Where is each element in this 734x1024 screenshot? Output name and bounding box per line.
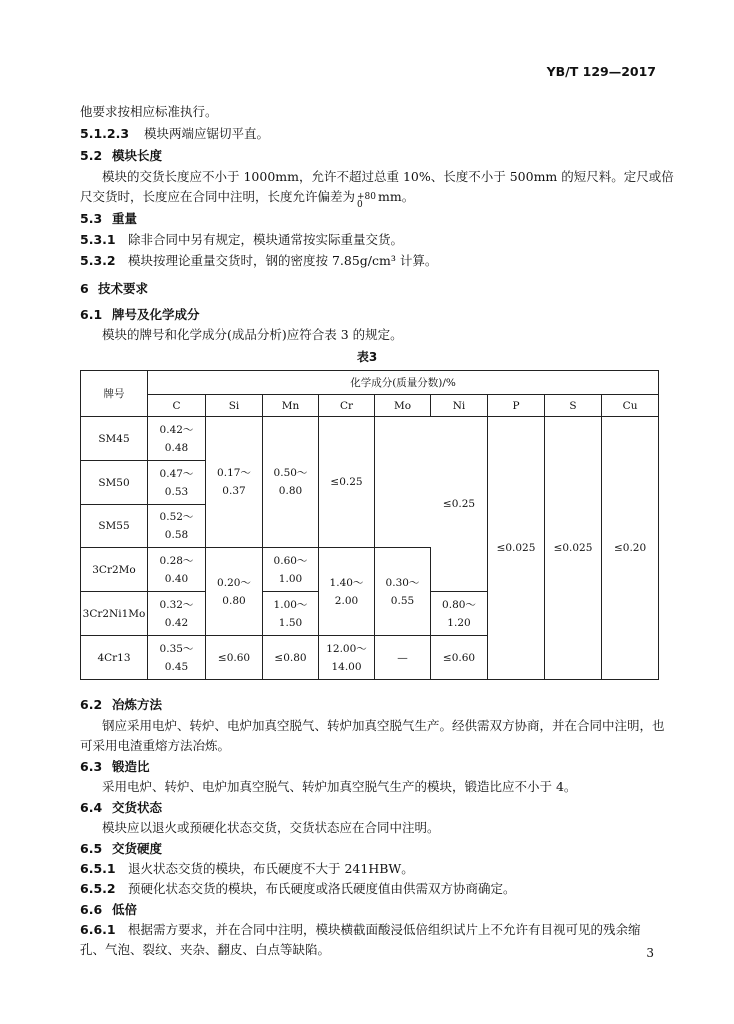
composition-table [80, 370, 659, 680]
clause-text: 根据需方要求，并在合同中注明，模块横截面酸浸低倍组织试片上不允许有目视可见的残余缩 [128, 922, 641, 937]
clause-text: 模块按理论重量交货时，钢的密度按 7.85g/cm³ 计算。 [128, 253, 438, 268]
cell-line: 0.45 [164, 660, 189, 673]
paragraph-text: mm。 [378, 189, 415, 204]
clause-number: 5.3.1 [80, 232, 116, 247]
section-title: 技术要求 [98, 281, 149, 296]
cell-line: 1.00 [278, 572, 303, 585]
section-6-4-heading [80, 800, 162, 816]
section-number: 6 [80, 281, 89, 296]
cell-line: 1.00～ [273, 598, 308, 611]
clause-text: 退火状态交货的模块，布氏硬度不大于 241HBW。 [128, 861, 414, 876]
cell-line: 0.80 [278, 485, 303, 497]
section-6-heading [80, 281, 148, 297]
c-cell [148, 417, 206, 461]
si-cell: ≤0.60 [206, 636, 263, 680]
clause-5-1-2-3 [80, 126, 269, 142]
paragraph-line: 可采用电渣重熔方法冶炼。 [80, 738, 231, 753]
cell-line: 2.00 [334, 594, 359, 607]
element-header: C [148, 395, 206, 417]
grade-cell: SM55 [81, 505, 148, 548]
paragraph-line: 模块的牌号和化学成分(成品分析)应符合表 3 的规定。 [102, 327, 403, 342]
paragraph-line: 钢应采用电炉、转炉、电炉加真空脱气、转炉加真空脱气生产。经供需双方协商，并在合同中注明，也 [102, 718, 665, 733]
section-number: 5.3 [80, 211, 103, 226]
cell-line: 0.60～ [273, 554, 308, 567]
cell-line: 12.00～ [326, 642, 367, 655]
paragraph-line [80, 189, 414, 209]
clause-text: 预硬化状态交货的模块，布氏硬度或洛氏硬度值由供需双方协商确定。 [128, 881, 516, 896]
s-cell: ≤0.025 [545, 417, 602, 680]
section-title: 重量 [112, 211, 138, 226]
cell-line: 0.35～ [159, 642, 194, 655]
clause-5-3-1 [80, 232, 403, 248]
cell-line: 0.32～ [159, 598, 194, 611]
table-caption: 表3 [356, 350, 378, 364]
cell-line: 1.50 [278, 616, 303, 629]
element-header: P [488, 395, 545, 417]
c-cell [148, 636, 206, 680]
si-cell [206, 417, 263, 548]
section-6-2-heading [80, 697, 162, 713]
mn-cell [263, 548, 319, 592]
cr-cell [319, 636, 375, 680]
mn-cell [263, 417, 319, 548]
clause-6-6-1 [80, 922, 641, 938]
cell-line: 0.17～ [217, 467, 251, 479]
section-number: 6.3 [80, 759, 103, 774]
cell-line: 0.55 [390, 594, 415, 607]
cell-line: 0.53 [164, 485, 189, 498]
paragraph-text: 尺交货时，长度应在合同中注明，长度允许偏差为 [80, 189, 356, 204]
composition-header: 化学成分(质量分数)/% [148, 371, 659, 395]
element-header: Si [206, 395, 263, 417]
cell-line: 0.42～ [159, 423, 194, 436]
section-title: 牌号及化学成分 [112, 307, 200, 322]
paragraph-line: 模块的交货长度应不小于 1000mm，允许不超过总重 10%、长度不小于 500mm 的短尺料。定尺或倍 [102, 169, 674, 184]
section-number: 5.2 [80, 148, 103, 163]
clause-5-3-2 [80, 253, 437, 269]
section-5-2-heading [80, 148, 162, 164]
clause-text: 模块两端应锯切平直。 [144, 126, 270, 141]
clause-number: 6.6.1 [80, 922, 116, 937]
standard-number: YB/T 129—2017 [546, 64, 656, 79]
mo-cell [375, 548, 431, 636]
table-row [81, 417, 659, 461]
paragraph-line: 模块应以退火或预硬化状态交货，交货状态应在合同中注明。 [102, 820, 440, 835]
cell-line: 0.37 [222, 485, 246, 497]
cell-line: 0.42 [164, 616, 189, 629]
clause-6-5-2 [80, 881, 516, 897]
cell-line: 0.40 [164, 572, 189, 585]
cr-cell: ≤0.25 [319, 417, 375, 548]
section-title: 交货硬度 [112, 841, 163, 856]
c-cell [148, 505, 206, 548]
cell-line: 0.52～ [159, 511, 194, 523]
ni-cell: ≤0.25 [431, 417, 488, 592]
c-cell [148, 548, 206, 592]
paragraph-line: 采用电炉、转炉、电炉加真空脱气、转炉加真空脱气生产的模块，锻造比应不小于 4。 [102, 779, 577, 794]
tolerance-lower: 0 [357, 200, 363, 210]
cell-line: 0.80 [222, 594, 246, 607]
grade-cell: 3Cr2Ni1Mo [81, 592, 148, 636]
clause-number: 6.5.1 [80, 861, 116, 876]
grade-cell: 3Cr2Mo [81, 548, 148, 592]
tolerance-upper: +80 [357, 192, 377, 202]
element-header: Cu [602, 395, 659, 417]
element-header: Ni [431, 395, 488, 417]
section-title: 冶炼方法 [112, 697, 163, 712]
ni-cell: ≤0.60 [431, 636, 488, 680]
cell-line: 0.48 [164, 441, 189, 454]
section-title: 交货状态 [112, 800, 163, 815]
section-title: 低倍 [112, 902, 138, 917]
section-6-1-heading [80, 307, 200, 323]
c-cell [148, 461, 206, 505]
section-number: 6.1 [80, 307, 103, 322]
clause-number: 6.5.2 [80, 881, 116, 896]
element-header: Mo [375, 395, 431, 417]
element-header: Cr [319, 395, 375, 417]
clause-6-5-1 [80, 861, 414, 877]
section-number: 6.5 [80, 841, 103, 856]
section-title: 模块长度 [112, 148, 163, 163]
section-6-3-heading [80, 759, 150, 775]
cr-cell [319, 548, 375, 636]
mo-cell [375, 417, 431, 548]
section-number: 6.2 [80, 697, 103, 712]
cu-cell: ≤0.20 [602, 417, 659, 680]
cell-line: 0.30～ [385, 576, 420, 589]
tolerance-fraction [357, 193, 376, 209]
mo-cell: — [375, 636, 431, 680]
cell-line: 0.58 [164, 529, 189, 541]
mn-cell: ≤0.80 [263, 636, 319, 680]
continuation-text: 他要求按相应标准执行。 [80, 104, 218, 119]
section-title: 锻造比 [112, 759, 150, 774]
paragraph-line: 孔、气泡、裂纹、夹杂、翻皮、白点等缺陷。 [80, 942, 331, 957]
grade-header: 牌号 [81, 371, 148, 417]
clause-number: 5.3.2 [80, 253, 116, 268]
element-header: Mn [263, 395, 319, 417]
ni-cell [431, 592, 488, 636]
section-5-3-heading [80, 211, 137, 227]
section-number: 6.6 [80, 902, 103, 917]
element-header: S [545, 395, 602, 417]
cell-line: 0.80～ [442, 598, 476, 611]
section-number: 6.4 [80, 800, 103, 815]
grade-cell: SM50 [81, 461, 148, 505]
cell-line: 14.00 [331, 660, 362, 673]
section-6-5-heading [80, 841, 162, 857]
cell-line: 1.40～ [329, 576, 364, 589]
mn-cell [263, 592, 319, 636]
cell-line: 1.20 [447, 616, 471, 629]
clause-number: 5.1.2.3 [80, 126, 130, 141]
grade-cell: 4Cr13 [81, 636, 148, 680]
page-number: 3 [646, 946, 654, 960]
clause-text: 除非合同中另有规定，模块通常按实际重量交货。 [128, 232, 404, 247]
si-cell [206, 548, 263, 636]
cell-line: 0.28～ [159, 554, 194, 567]
grade-cell: SM45 [81, 417, 148, 461]
p-cell: ≤0.025 [488, 417, 545, 680]
cell-line: 0.50～ [273, 467, 308, 479]
cell-line: 0.20～ [217, 576, 251, 589]
section-6-6-heading [80, 902, 137, 918]
c-cell [148, 592, 206, 636]
cell-line: 0.47～ [159, 467, 194, 480]
